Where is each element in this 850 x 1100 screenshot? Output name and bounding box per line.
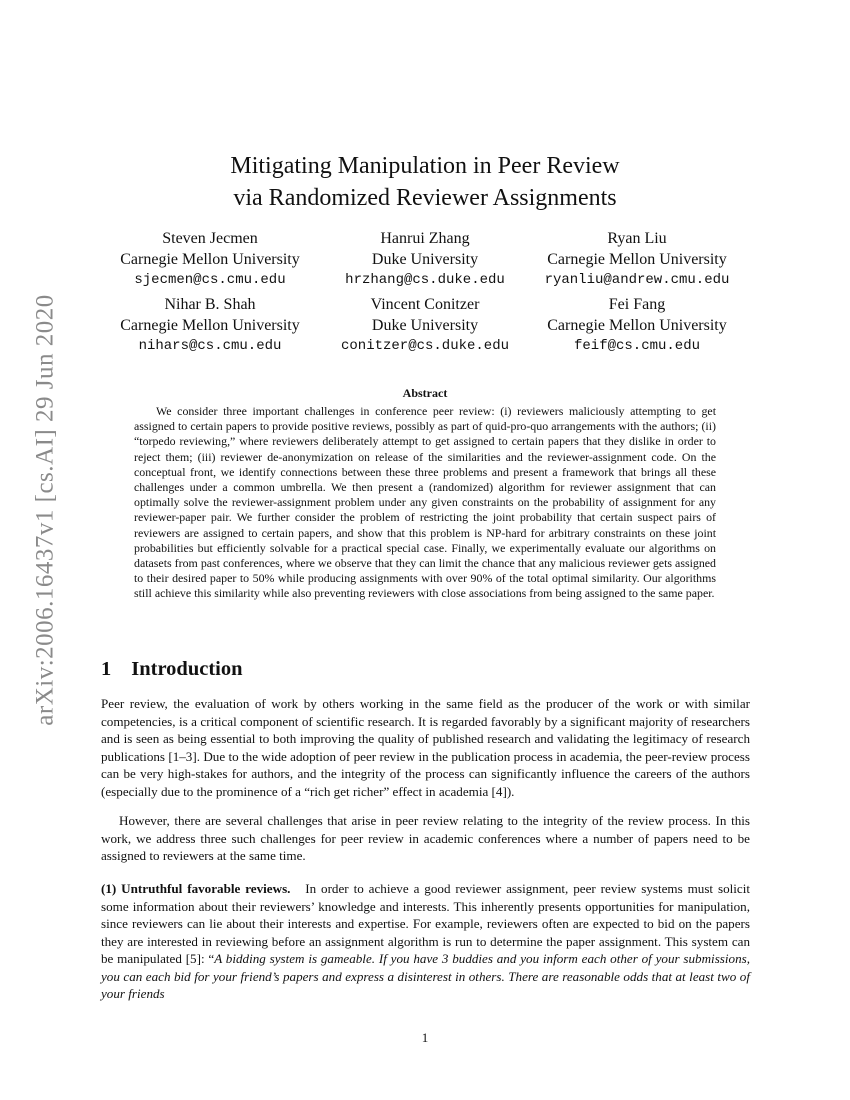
untruthful-reviews-paragraph — [101, 880, 750, 1003]
author-email: nihars@cs.cmu.edu — [138, 338, 282, 354]
paper-title — [100, 150, 750, 214]
author-name: Hanrui Zhang — [380, 230, 470, 247]
page-number: 1 — [421, 1030, 429, 1045]
paragraph-quote: A bidding system is gameable. If you have 3 buddies and you inform each other of your submissions, you can each bid for your friend’s papers and express a disinterest in others. There are reasonable odds that at least two of your friends — [101, 951, 750, 1001]
author-block — [310, 294, 540, 357]
arxiv-identifier-text: arXiv:2006.16437v1 [cs.AI] 29 Jun 2020 — [32, 294, 60, 726]
abstract-text: We consider three important challenges in conference peer review: (i) reviewers maliciously attempting to get assigned to certain papers to provide positive reviews, possibly as part of quid-pro-quo arrangements with the authors; (ii) “torpedo reviewing,” where reviewers deliberately attempt to get assigned to certain papers that they dislike in order to reject them; (iii) reviewer de-anonymization on release of the similarities and the reviewer-assignment code. On the conceptual front, we identify connections between these three problems and present a framework that brings all these challenges under a common umbrella. We then present a (randomized) algorithm for reviewer assignment that can optimally solve the reviewer-assignment problem under any given constraints on the probability of assignment for any reviewer-paper pair. We further consider the problem of restricting the joint probability that certain suspect pairs of reviewers are assigned to certain papers, and show that this problem is NP-hard for arbitrary constraints on these joint probabilities but efficiently solvable for a practical special case. Finally, we experimentally evaluate our algorithms on datasets from past conferences, where we observe that they can limit the chance that any malicious reviewer gets assigned to their desired paper to 50% while producing assignments with over 90% of the total optimal similarity. Our algorithms still achieve this similarity while also preventing reviewers with close associations from being assigned to the same paper. — [134, 404, 716, 601]
author-block — [310, 228, 540, 291]
section-heading — [101, 658, 243, 681]
paragraph-run-in-heading: (1) Untruthful favorable reviews. — [101, 881, 291, 896]
abstract-heading: Abstract — [402, 386, 448, 400]
author-email: sjecmen@cs.cmu.edu — [134, 272, 286, 288]
author-block — [95, 228, 325, 291]
intro-paragraph-1: Peer review, the evaluation of work by others working in the same field as the producer of the work or with similar competencies, is a critical component of scientific research. It is regarded favorably by a significant majority of researchers and is seen as being essential to both improving the quality of published research and validating the legitimacy of research publications [1–3]. Due to the wide adoption of peer review in the publication process in academia, the peer-review process can be very high-stakes for authors, and the integrity of the process can significantly influence the careers of the authors (especially due to the prominence of a “rich get richer” effect in academia [4]). — [101, 696, 750, 799]
author-affiliation: Carnegie Mellon University — [547, 251, 727, 268]
author-name: Ryan Liu — [607, 230, 667, 247]
author-email: feif@cs.cmu.edu — [573, 338, 701, 354]
author-name: Fei Fang — [608, 296, 666, 313]
paragraph-text: In order to achieve a good reviewer assignment, peer review systems must solicit some information about their reviewers’ knowledge and interests. This inherently presents opportunities for manipulation, since reviewers can lie about their interests and expertise. For example, reviewers often are expected to bid on the papers they are interested in reviewing before an assignment algorithm is run to determine the paper assignment. This system can be manipulated [5]: “ — [101, 881, 750, 966]
author-email: conitzer@cs.duke.edu — [340, 338, 510, 354]
author-email: hrzhang@cs.duke.edu — [345, 272, 505, 288]
author-block — [522, 228, 752, 291]
author-block — [95, 294, 325, 357]
author-affiliation: Carnegie Mellon University — [120, 317, 300, 334]
author-block — [522, 294, 752, 357]
section-number: 1 — [101, 658, 112, 680]
intro-paragraph-2: However, there are several challenges that arise in peer review relating to the integrity of the review process. In this work, we address three such challenges for peer review in academic conferences where a number of papers need to be assigned to reviewers at the same time. — [101, 813, 750, 863]
author-affiliation: Duke University — [371, 317, 479, 334]
author-affiliation: Duke University — [371, 251, 479, 268]
arxiv-identifier — [22, 294, 70, 726]
author-name: Vincent Conitzer — [370, 296, 480, 313]
section-title: Introduction — [131, 658, 243, 680]
title-line-2: via Randomized Reviewer Assignments — [233, 185, 617, 211]
author-name: Steven Jecmen — [162, 230, 258, 247]
author-name: Nihar B. Shah — [164, 296, 256, 313]
author-affiliation: Carnegie Mellon University — [547, 317, 727, 334]
title-line-1: Mitigating Manipulation in Peer Review — [230, 153, 620, 179]
author-affiliation: Carnegie Mellon University — [120, 251, 300, 268]
author-email: ryanliu@andrew.cmu.edu — [544, 272, 730, 288]
